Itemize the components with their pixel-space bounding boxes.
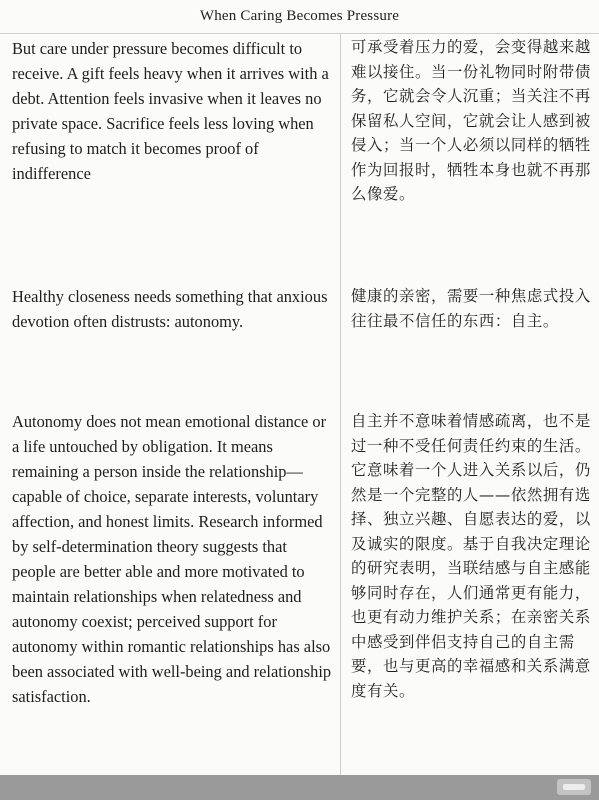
watermark-mark <box>563 784 585 790</box>
page-title: When Caring Becomes Pressure <box>199 8 400 24</box>
column-divider <box>340 34 341 775</box>
chinese-paragraph: 健康的亲密，需要一种焦虑式投入往往最不信任的东西：自主。 <box>351 287 591 330</box>
bottom-bar <box>0 775 599 800</box>
english-paragraph: Autonomy does not mean emotional distance or a life untouched by obligation. It means remaining a person inside the relationship—capable of choice, separate interests, voluntary affection, and honest limits. Research informed by self-determination theory suggests that people are better able and more motivated to maintain relationships when relatedness and autonomy coexist; perceived support for autonomy within romantic relationships has also been associated with well-being and relationship satisfaction. <box>12 412 332 706</box>
watermark-logo-icon <box>557 779 591 795</box>
page-header <box>0 0 599 34</box>
english-paragraph: Healthy closeness needs something that anxious devotion often distrusts: autonomy. <box>12 287 328 331</box>
chinese-paragraph: 自主并不意味着情感疏离，也不是过一种不受任何责任约束的生活。它意味着一个人进入关系以后，仍然是一个完整的人——依然拥有选择、独立兴趣、自愿表达的爱，以及诚实的限度。基于自我决定理论的研究表明，当联结感与自主感能够同时存在，人们通常更有能力，也更有动力维护关系；在亲密关系中感受到伴侣支持自己的自主需要，也与更高的幸福感和关系满意度有关。 <box>351 412 591 700</box>
english-paragraph: But care under pressure becomes difficult to receive. A gift feels heavy when it arrives with a debt. Attention feels invasive when it leaves no private space. Sacrifice feels less loving when refusing to match it becomes proof of indifference <box>12 39 329 183</box>
chinese-paragraph: 可承受着压力的爱，会变得越来越难以接住。当一份礼物同时附带债务，它就会令人沉重；当关注不再保留私人空间，它就会让人感到被侵入；当一个人必须以同样的牺牲作为回报时，牺牲本身也就不再那么像爱。 <box>351 38 591 203</box>
